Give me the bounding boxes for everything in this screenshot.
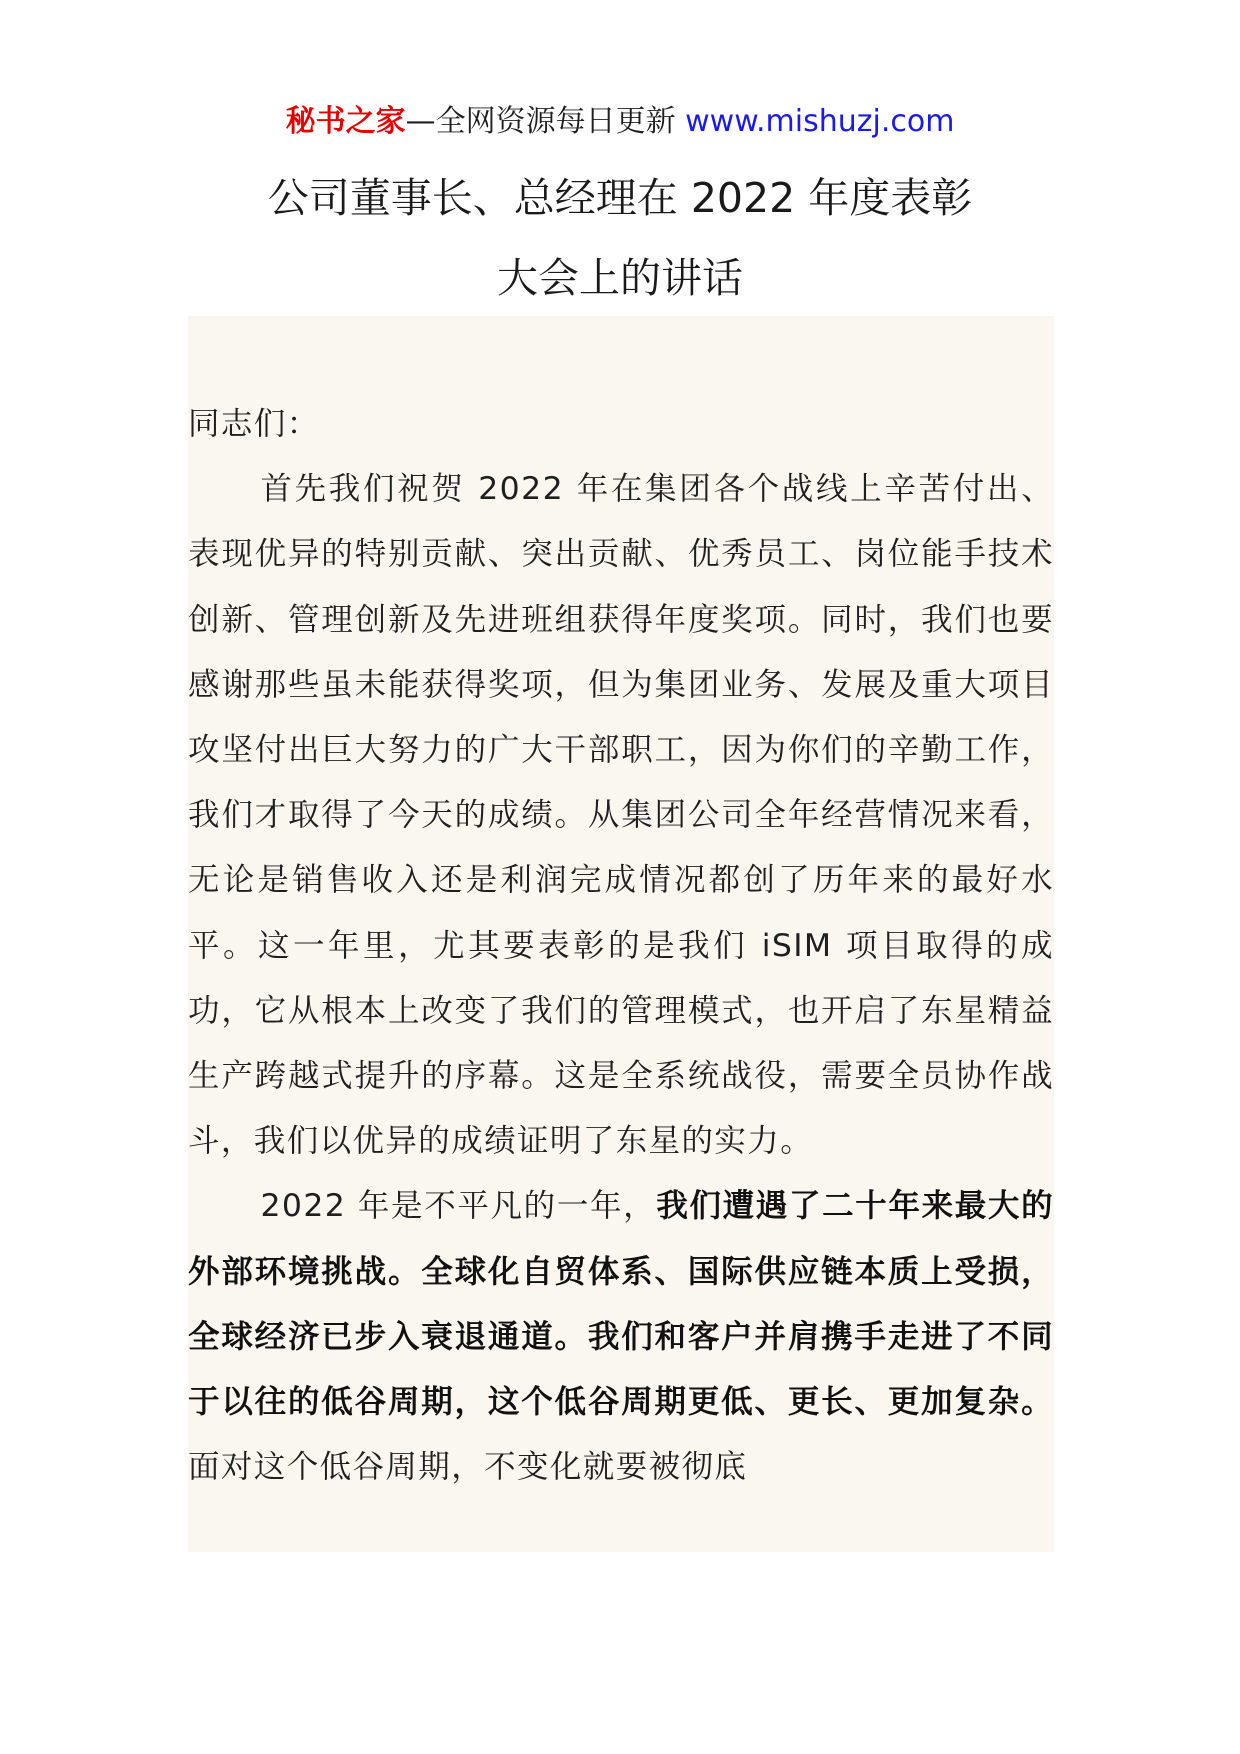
paragraph-2 (188, 1174, 1054, 1500)
paragraph-1: 首先我们祝贺 2022 年在集团各个战线上辛苦付出、表现优异的特别贡献、突出贡献、优秀员工、岗位能手技术创新、管理创新及先进班组获得年度奖项。同时，我们也要感谢那些虽未能获得奖项，但为集团业务、发展及重大项目攻坚付出巨大努力的广大干部职工，因为你们的辛勤工作，我们才取得了今天的成绩。从集团公司全年经营情况来看，无论是销售收入还是利润完成情况都创了历年来的最好水平。这一年里，尤其要表彰的是我们 iSIM 项目取得的成功，它从根本上改变了我们的管理模式，也开启了东星精益生产跨越式提升的序幕。这是全系统战役，需要全员协作战斗，我们以优异的成绩证明了东星的实力。 (188, 471, 1054, 1160)
title-line-1: 公司董事长、总经理在 2022 年度表彰 (267, 174, 973, 222)
site-header (0, 100, 1240, 144)
paragraph-2-end: 面对这个低谷周期，不变化就要被彻底 (188, 1449, 748, 1486)
document-title (0, 158, 1240, 318)
site-url-link[interactable]: www.mishuzj.com (685, 104, 955, 139)
speech-body (188, 392, 1054, 1500)
paragraph-2-start: 2022 年是不平凡的一年， (260, 1188, 657, 1225)
salutation: 同志们： (188, 406, 320, 442)
paragraph-2-emphasis: 我们遭遇了二十年来最大的外部环境挑战。全球化自贸体系、国际供应链本质上受损，全球经济已步入衰退通道。我们和客户并肩携手走进了不同于以往的低谷周期，这个低谷周期更低、更长、更加复杂。 (188, 1188, 1054, 1421)
brand-name: 秘书之家 (285, 104, 406, 139)
speech-content-area (188, 316, 1054, 1552)
title-line-2: 大会上的讲话 (497, 254, 743, 302)
header-tagline: —全网资源每日更新 (405, 104, 686, 139)
